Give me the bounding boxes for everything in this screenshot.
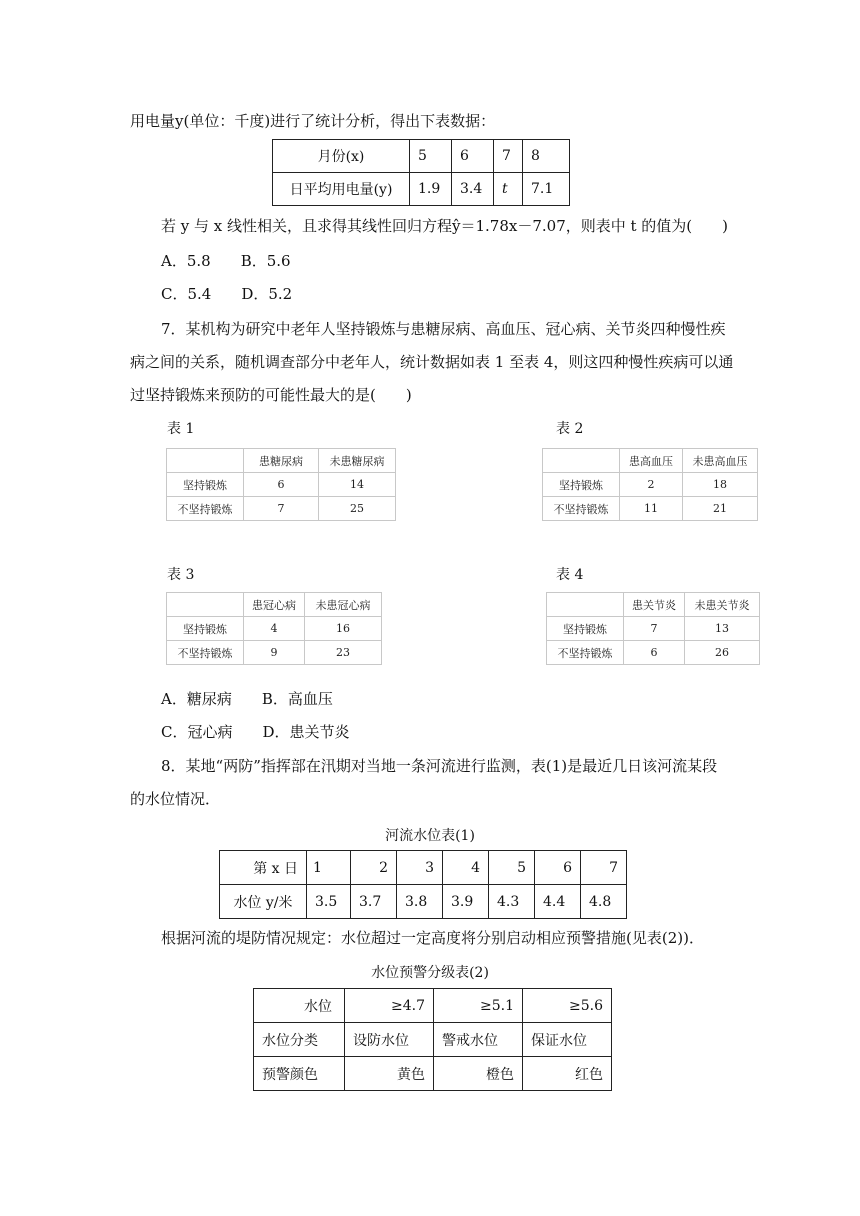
col-header: 未患高血压 — [683, 449, 758, 473]
day-header: 第 x 日 — [220, 851, 307, 885]
month-cell: 7 — [494, 140, 523, 173]
cell: 11 — [620, 497, 683, 521]
month-cell: 5 — [410, 140, 452, 173]
row-label: 坚持锻炼 — [167, 617, 244, 641]
warn-header: ≥5.1 — [434, 989, 523, 1023]
row-label: 不坚持锻炼 — [543, 497, 620, 521]
water-table-caption: 河流水位表(1) — [385, 828, 475, 844]
warn-cell: 黄色 — [345, 1057, 434, 1091]
col-header: 患糖尿病 — [244, 449, 319, 473]
cell: 6 — [244, 473, 319, 497]
survey-table-3 — [166, 592, 382, 665]
level-cell: 4.4 — [535, 885, 581, 919]
survey-table-1 — [166, 448, 396, 521]
col-header: 未患冠心病 — [305, 593, 382, 617]
q7-line: 7．某机构为研究中老年人坚持锻炼与患糖尿病、高血压、冠心病、关节炎四种慢性疾 — [161, 320, 726, 338]
month-cell: 6 — [452, 140, 494, 173]
usage-cell: 7.1 — [523, 173, 570, 206]
warn-header: ≥4.7 — [345, 989, 434, 1023]
warn-cell: 设防水位 — [345, 1023, 434, 1057]
level-header: 水位 y/米 — [220, 885, 307, 919]
q6-text: 若 y 与 x 线性相关，且求得其线性回归方程ŷ＝1.78x－7.07，则表中 t 的值为( ) — [161, 217, 729, 235]
col-header: 患高血压 — [620, 449, 683, 473]
survey-table-4 — [546, 592, 760, 665]
q6-option-line: C．5.4 D．5.2 — [161, 285, 293, 303]
warn-cell: 预警颜色 — [254, 1057, 345, 1091]
usage-cell: 1.9 — [410, 173, 452, 206]
usage-cell: 3.4 — [452, 173, 494, 206]
row-label: 坚持锻炼 — [167, 473, 244, 497]
level-cell: 3.7 — [351, 885, 397, 919]
warn-table-caption: 水位预警分级表(2) — [371, 965, 489, 981]
level-cell: 4.8 — [581, 885, 627, 919]
day-cell: 5 — [489, 851, 535, 885]
cell: 21 — [683, 497, 758, 521]
col-header: 未患糖尿病 — [319, 449, 396, 473]
q6-option-line: A．5.8 B．5.6 — [161, 252, 291, 270]
usage-cell: t — [494, 173, 523, 206]
cell: 18 — [683, 473, 758, 497]
cell: 6 — [624, 641, 685, 665]
survey-table-2 — [542, 448, 758, 521]
month-header: 月份(x) — [273, 140, 410, 173]
electricity-table — [272, 139, 570, 206]
month-cell: 8 — [523, 140, 570, 173]
table-title: 表 4 — [556, 567, 584, 583]
usage-header: 日平均用电量(y) — [273, 173, 410, 206]
cell: 16 — [305, 617, 382, 641]
warn-header: ≥5.6 — [523, 989, 612, 1023]
row-label: 不坚持锻炼 — [167, 497, 244, 521]
level-cell: 3.9 — [443, 885, 489, 919]
cell: 2 — [620, 473, 683, 497]
q7-line: 过坚持锻炼来预防的可能性最大的是( ) — [130, 386, 412, 404]
table-title: 表 2 — [556, 421, 584, 437]
row-label: 坚持锻炼 — [547, 617, 624, 641]
level-cell: 3.8 — [397, 885, 443, 919]
row-label: 不坚持锻炼 — [547, 641, 624, 665]
warn-cell: 水位分类 — [254, 1023, 345, 1057]
q8-line: 8．某地“两防”指挥部在汛期对当地一条河流进行监测，表(1)是最近几日该河流某段 — [161, 757, 718, 775]
day-cell: 6 — [535, 851, 581, 885]
q7-option-line: A．糖尿病 B．高血压 — [161, 690, 333, 708]
cell: 25 — [319, 497, 396, 521]
cell: 7 — [624, 617, 685, 641]
warn-header: 水位 — [254, 989, 345, 1023]
day-cell: 3 — [397, 851, 443, 885]
table-title: 表 3 — [167, 567, 195, 583]
cell: 23 — [305, 641, 382, 665]
warning-table — [253, 988, 612, 1091]
cell: 14 — [319, 473, 396, 497]
day-cell: 1 — [307, 851, 351, 885]
warn-cell: 橙色 — [434, 1057, 523, 1091]
warn-cell: 红色 — [523, 1057, 612, 1091]
col-header: 患关节炎 — [624, 593, 685, 617]
q7-option-line: C．冠心病 D．患关节炎 — [161, 723, 350, 741]
level-cell: 3.5 — [307, 885, 351, 919]
intro-line: 用电量y(单位：千度)进行了统计分析，得出下表数据： — [130, 112, 496, 130]
rule-line: 根据河流的堤防情况规定：水位超过一定高度将分别启动相应预警措施(见表(2))． — [161, 929, 704, 947]
col-header: 患冠心病 — [244, 593, 305, 617]
cell: 9 — [244, 641, 305, 665]
warn-cell: 保证水位 — [523, 1023, 612, 1057]
cell: 7 — [244, 497, 319, 521]
q7-line: 病之间的关系，随机调查部分中老年人，统计数据如表 1 至表 4，则这四种慢性疾病可以通 — [130, 353, 734, 371]
row-label: 不坚持锻炼 — [167, 641, 244, 665]
day-cell: 4 — [443, 851, 489, 885]
cell: 13 — [685, 617, 760, 641]
water-level-table — [219, 850, 627, 919]
table-title: 表 1 — [167, 421, 195, 437]
q8-line: 的水位情况． — [130, 790, 221, 808]
warn-cell: 警戒水位 — [434, 1023, 523, 1057]
cell: 26 — [685, 641, 760, 665]
day-cell: 7 — [581, 851, 627, 885]
col-header: 未患关节炎 — [685, 593, 760, 617]
day-cell: 2 — [351, 851, 397, 885]
level-cell: 4.3 — [489, 885, 535, 919]
row-label: 坚持锻炼 — [543, 473, 620, 497]
cell: 4 — [244, 617, 305, 641]
